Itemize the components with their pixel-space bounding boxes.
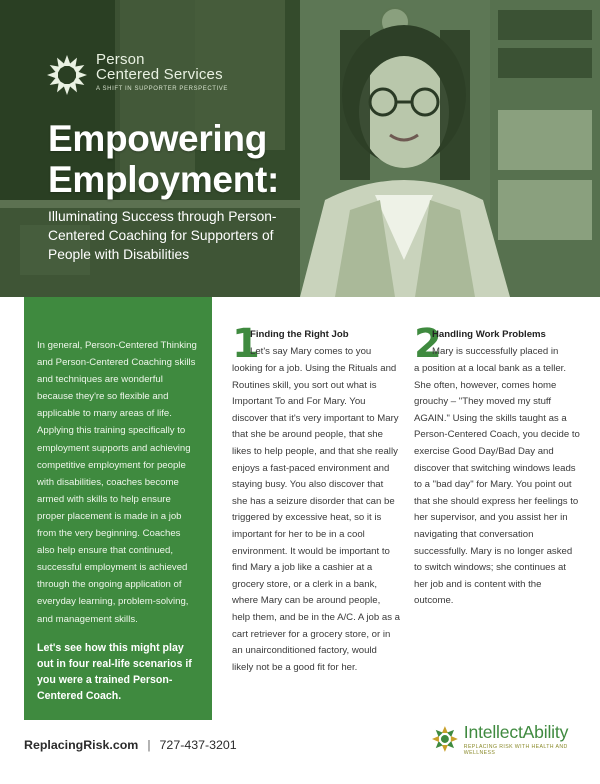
scenario-1-first-line: Let's say Mary comes to you: [250, 346, 372, 357]
scenario-2-header: [414, 321, 582, 367]
intellectability-logo: [430, 722, 600, 756]
scenario-1-number: 1: [232, 321, 260, 367]
footer-separator: |: [147, 738, 151, 752]
logo-tagline: A SHIFT IN SUPPORTER PERSPECTIVE: [96, 86, 229, 92]
page-title: [48, 118, 279, 200]
website-link[interactable]: ReplacingRisk.com: [24, 738, 139, 752]
footer-contact: [24, 738, 237, 752]
scenario-1: [232, 321, 401, 676]
intro-sidebar: [24, 297, 212, 720]
person-centered-mark-icon: [44, 52, 90, 98]
logo-name-line1: Person: [96, 51, 145, 68]
title-line2: Employment:: [48, 159, 280, 200]
brand-name: IntellectAbility: [463, 722, 569, 742]
sidebar-call-to-action: Let's see how this might play out in four real-life scenarios if you were a trained Person-Centered Coach.: [37, 641, 192, 703]
intellectability-mark-icon: [430, 724, 460, 754]
sidebar-intro-text: In general, Person-Centered Thinking and Person-Centered Coaching skills and techniques are wonderful because they're so flexible and applicable to many areas of life. Applying this training specifically to employment supports and achieving competitive employment for people with disabilities, coaches become armed with skills to help ensure proper placement is made in a job from the very beginning. Coaches also help ensure that continued, successful employment is achieved through the ongoing application of everyday learning, problem-solving, and management skills.: [37, 340, 197, 625]
person-centered-logo: [44, 52, 228, 98]
scenario-1-body: looking for a job. Using the Rituals and Routines skill, you sort out what is Important To and For Mary. You discover that it's very important to Mary that she be around people, that she likes to help people, and that she really enjoys a fast-paced environment and staying busy. You also discover that she has a seizure disorder that can be triggered by excessive heat, so it is important for her to be in a cool environment. It would be important to find Mary a job like a cashier at a grocery store, or a clerk in a bank, where Mary can be around people, help them, and be in the A/C. A job as a cart retriever for a grocery store, or in an unairconditioned factory, would likely not be a good fit for her.: [232, 363, 401, 673]
page-subtitle: Illuminating Success through Person-Centered Coaching for Supporters of People with Disabilities: [48, 209, 277, 262]
title-line1: Empowering: [48, 118, 268, 159]
scenario-2: [414, 321, 582, 610]
scenario-2-title: Handling Work Problems: [432, 329, 546, 340]
phone-number[interactable]: 727-437-3201: [159, 738, 237, 752]
scenario-2-first-line: Mary is successfully placed in: [432, 346, 559, 357]
scenario-2-body: a position at a local bank as a teller. She often, however, comes home grouchy – "They moved my stuff AGAIN." Using the skills taught as a Person-Centered Coach, you decide to exercise Good Day/Bad Day and discover that switching windows leads to a "bad day" for Mary. You point out that she should express her feelings to her supervisor, and you assist her in navigating that conversation successfully. Mary is no longer asked to switch windows; she continues at her job and is content with the outcome.: [414, 363, 580, 607]
scenario-1-header: [232, 321, 400, 367]
scenario-2-number: 2: [414, 321, 442, 367]
brand-tagline: REPLACING RISK WITH HEALTH AND WELLNESS: [463, 744, 568, 756]
scenario-1-title: Finding the Right Job: [250, 329, 349, 340]
logo-name-line2: Centered Services: [96, 66, 223, 83]
hero-banner: [0, 0, 600, 297]
